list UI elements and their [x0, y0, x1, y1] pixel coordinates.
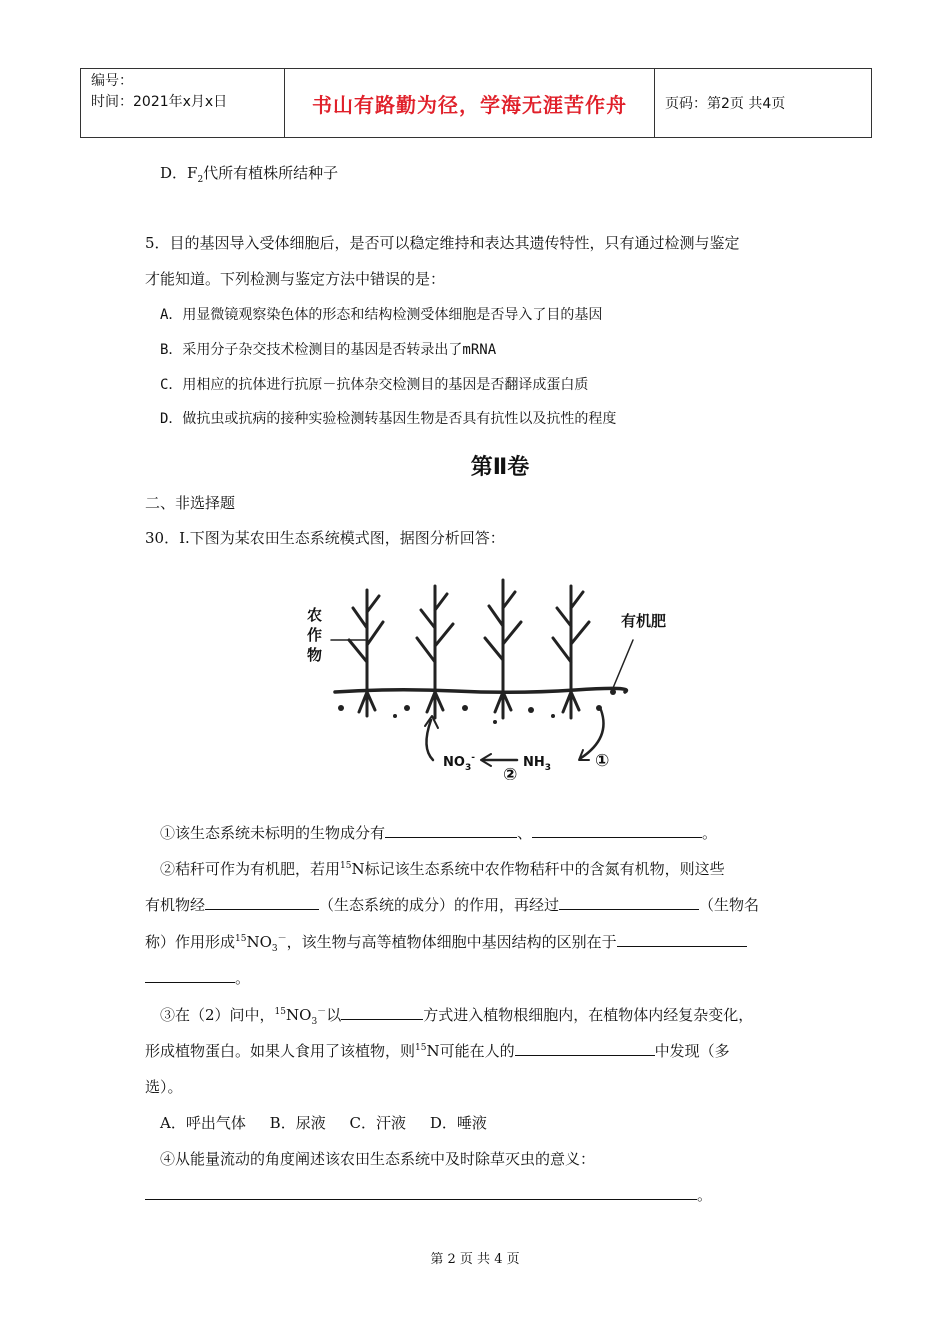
answer-blank[interactable] [341, 1005, 423, 1020]
answer-blank[interactable] [145, 968, 235, 983]
q30-part3-options: A．呼出气体 B．尿液 C．汗液 D．唾液 [160, 1114, 487, 1132]
header-table [80, 68, 872, 138]
crop-label-char1: 农 [307, 606, 323, 624]
q30-part1: ①该生态系统未标明的生物成分有 、 。 [160, 824, 718, 842]
answer-blank[interactable] [385, 823, 517, 838]
q5-option-c: C．用相应的抗体进行抗原－抗体杂交检测目的基因是否翻译成蛋白质 [160, 377, 589, 393]
answer-blank[interactable] [559, 895, 699, 910]
q30-part2-line4: 。 [145, 967, 250, 988]
q30-part2-line1: ②秸秆可作为有机肥，若用$^{15}$N标记该生态系统中农作物秸秆中的含氮有机物，则这些 [160, 860, 725, 878]
q30-part3-line1: ③在（2）问中，$^{15}NO_3^-$以 方式进入植物根细胞内，在植物体内经复杂变化， [160, 1006, 754, 1027]
q5-stem-line2: 才能知道。下列检测与鉴定方法中错误的是： [145, 270, 446, 288]
q30-part4-answer: 。 [145, 1184, 712, 1205]
page-footer: 第 2 页 共 4 页 [430, 1252, 520, 1267]
q30-part2-line2: 有机物经 （生态系统的成分）的作用，再经过 （生物名 [145, 896, 760, 914]
section-title: 第Ⅱ卷 [470, 455, 530, 480]
q30-part2-line3: 称）作用形成$^{15}NO_3^-$，该生物与高等植物体细胞中基因结构的区别在于 [145, 931, 747, 954]
crop-label-char2: 作 [307, 626, 323, 644]
q5-option-b: B．采用分子杂交技术检测目的基因是否转录出了mRNA [160, 342, 497, 358]
q30-part3-line3: 选）。 [145, 1078, 183, 1096]
answer-blank[interactable] [532, 823, 702, 838]
circle-one-marker: ① [595, 751, 610, 771]
section-subtitle: 二、非选择题 [145, 494, 236, 512]
answer-blank[interactable] [617, 932, 747, 947]
q30-intro: 30．Ⅰ.下图为某农田生态系统模式图，据图分析回答： [145, 529, 505, 547]
header-page-info: 页码：第2页 共4页 [665, 96, 786, 112]
answer-blank[interactable] [515, 1041, 655, 1056]
no3-label: $NO_3^-$ [443, 753, 475, 773]
q5-stem-line1: 5．目的基因导入受体细胞后，是否可以稳定维持和表达其遗传特性，只有通过检测与鉴定 [145, 234, 740, 252]
header-date: 时间：2021年x月x日 [91, 94, 228, 110]
circle-two-marker: ② [503, 765, 518, 780]
answer-blank[interactable] [205, 895, 319, 910]
q5-option-a: A．用显微镜观察染色体的形态和结构检测受体细胞是否导入了目的基因 [160, 307, 603, 323]
header-motto: 书山有路勤为径，学海无涯苦作舟 [285, 69, 655, 137]
q4-option-d: D．$F_2$代所有植株所结种子 [160, 164, 339, 185]
fertilizer-label: 有机肥 [621, 612, 667, 630]
q30-part4: ④从能量流动的角度阐述该农田生态系统中及时除草灭虫的意义： [160, 1150, 596, 1168]
header-meta [81, 69, 285, 137]
crop-label-char3: 物 [307, 646, 323, 664]
header-number: 编号： [91, 73, 133, 89]
answer-blank[interactable] [145, 1185, 697, 1200]
nh3-label: $NH_3$ [523, 755, 552, 773]
farmland-ecosystem-diagram [295, 570, 695, 780]
q5-option-d: D．做抗虫或抗病的接种实验检测转基因生物是否具有抗性以及抗性的程度 [160, 411, 617, 427]
q30-part3-line2: 形成植物蛋白。如果人食用了该植物，则$^{15}$N可能在人的 中发现（多 [145, 1042, 730, 1060]
